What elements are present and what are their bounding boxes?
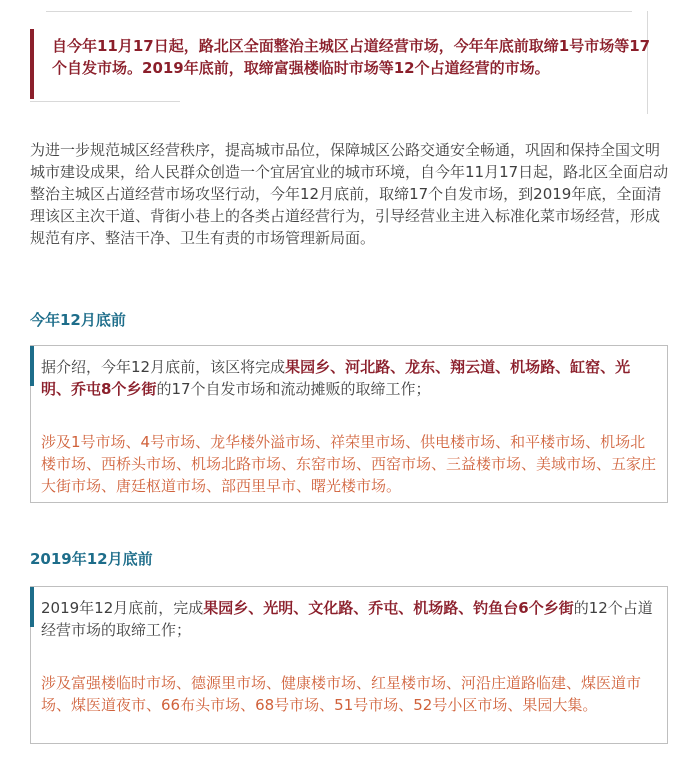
section1-markets: 涉及1号市场、4号市场、龙华楼外溢市场、祥荣里市场、供电楼市场、和平楼市场、机场北楼市场、西桥头市场、机场北路市场、东窑市场、西窑市场、三益楼市场、美域市场、五家庄大街市场、唐廷枢道市场、部西里早市、曙光楼市场。: [41, 433, 657, 495]
section1-paragraph: [41, 356, 659, 400]
section1-para-pre: 据介绍，今年12月底前，该区将完成: [41, 358, 286, 376]
box-accent-bar: [30, 346, 34, 386]
frame-bottom-border: [30, 101, 180, 102]
section1-para-highlight: 果园乡、河北路、龙东、翔云道、机场路、缸窑、光明、乔屯8个乡街: [41, 358, 631, 398]
section-title-this-year: 今年12月底前: [30, 311, 126, 329]
frame-accent-bar: [30, 29, 34, 99]
intro-paragraph: 为进一步规范城区经营秩序，提高城市品位，保障城区公路交通安全畅通，巩固和保持全国文明城市建设成果，给人民群众创造一个宜居宜业的城市环境，自今年11月17日起，路北区全面启动整治主城区占道经营市场攻坚行动，今年12月底前，取缔17个自发市场，到2019年底，全面清理该区主次干道、背街小巷上的各类占道经营行为，引导经营业主进入标准化菜市场经营，形成规范有序、整洁干净、卫生有责的市场管理新局面。: [30, 141, 669, 247]
section2-paragraph: [41, 597, 659, 641]
section2-para-pre: 2019年12月底前，完成: [41, 599, 204, 617]
frame-top-border: [46, 11, 632, 12]
box-accent-bar: [30, 587, 34, 627]
section-box-2019: [30, 586, 668, 744]
section2-para-post: 的12个占道经营市场的取缔工作；: [41, 599, 653, 639]
section-title-2019: 2019年12月底前: [30, 550, 153, 568]
section1-para-post: 的17个自发市场和流动摊贩的取缔工作；: [156, 380, 431, 398]
lead-frame: [30, 11, 660, 114]
section2-para-highlight: 果园乡、光明、文化路、乔屯、机场路、钓鱼台6个乡街: [203, 599, 574, 617]
section2-markets: 涉及富强楼临时市场、德源里市场、健康楼市场、红星楼市场、河沿庄道路临建、煤医道市场、煤医道夜市、66布头市场、68号市场、51号市场、52号小区市场、果园大集。: [41, 674, 642, 714]
lead-summary: 自今年11月17日起，路北区全面整治主城区占道经营市场，今年年底前取缔1号市场等17个自发市场。2019年底前，取缔富强楼临时市场等12个占道经营的市场。: [52, 37, 651, 77]
section-box-this-year: [30, 345, 668, 503]
